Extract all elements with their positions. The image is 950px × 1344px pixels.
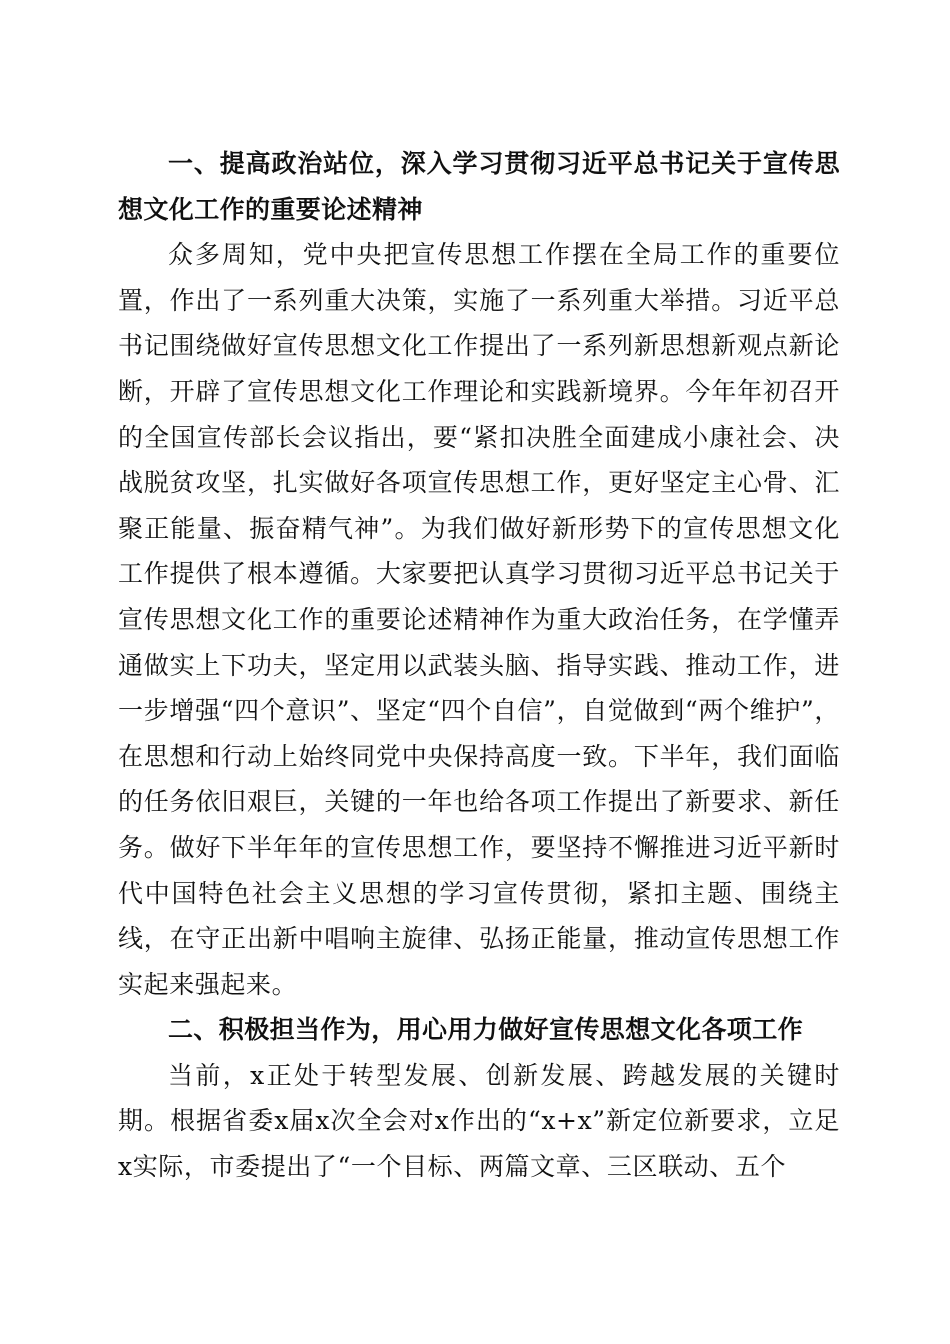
section-2-paragraph: 当前，x正处于转型发展、创新发展、跨越发展的关键时期。根据省委x届x次全会对x作出的“x+x”新定位新要求，立足x实际，市委提出了“一个目标、两篇文章、三区联动、五个: [118, 1060, 840, 1182]
section-2-heading: 二、积极担当作为，用心用力做好宣传思想文化各项工作: [168, 1015, 804, 1045]
section-1-heading: 一、提高政治站位，深入学习贯彻习近平总书记关于宣传思想文化工作的重要论述精神: [118, 149, 840, 224]
section-1-paragraph: 众多周知，党中央把宣传思想工作摆在全局工作的重要位置，作出了一系列重大决策，实施了一系列重大举措。习近平总书记围绕做好宣传思想文化工作提出了一系列新思想新观点新论断，开辟了宣传思想文化工作理论和实践新境界。今年年初召开的全国宣传部长会议指出，要“紧扣决胜全面建成小康社会、决战脱贫攻坚，扎实做好各项宣传思想工作，更好坚定主心骨、汇聚正能量、振奋精气神”。为我们做好新形势下的宣传思想文化工作提供了根本遵循。大家要把认真学习贯彻习近平总书记关于宣传思想文化工作的重要论述精神作为重大政治任务，在学懂弄通做实上下功夫，坚定用以武装头脑、指导实践、推动工作，进一步增强“四个意识”、坚定“四个自信”，自觉做到“两个维护”，在思想和行动上始终同党中央保持高度一致。下半年，我们面临的任务依旧艰巨，关键的一年也给各项工作提出了新要求、新任务。做好下半年年的宣传思想工作，要坚持不懈推进习近平新时代中国特色社会主义思想的学习宣传贯彻，紧扣主题、围绕主线，在守正出新中唱响主旋律、弘扬正能量，推动宣传思想工作实起来强起来。: [118, 240, 840, 999]
document-page: [118, 141, 840, 1190]
